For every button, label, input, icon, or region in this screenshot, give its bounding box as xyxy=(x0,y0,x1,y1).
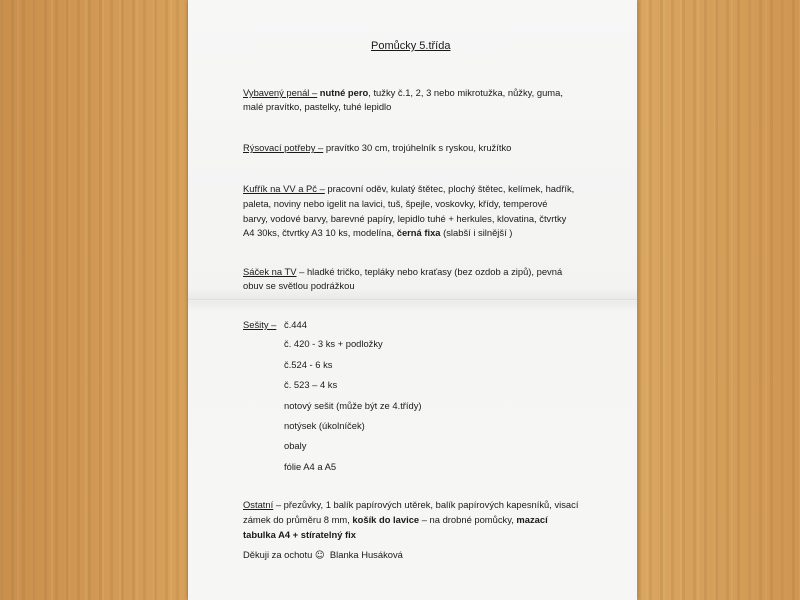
kufrik-bold: černá fixa xyxy=(396,227,441,238)
sesity-item: č.524 - 6 ks xyxy=(284,359,333,370)
thanks-line xyxy=(243,547,403,563)
sacek-label: Sáček na TV xyxy=(243,266,297,277)
sesity-item: č. 420 - 3 ks + podložky xyxy=(284,338,383,349)
ostatni-label: Ostatní xyxy=(243,499,274,510)
ostatni-line-1 xyxy=(243,497,578,512)
ostatni-bold-mazaci: mazací xyxy=(516,514,548,525)
kufrik-rest: pracovní oděv, kulatý štětec, plochý štětec, kelímek, hadřík, xyxy=(327,183,575,194)
ostatni-line-2a: zámek do průměru 8 mm, xyxy=(243,514,350,525)
ostatni-bold-kosik: košík do lavice xyxy=(352,514,420,525)
rysovaci-rest: pravítko 30 cm, trojúhelník s ryskou, kružítko xyxy=(325,142,512,153)
sesity-item: č.444 xyxy=(284,319,307,330)
penal-label: Vybavený penál – xyxy=(243,87,318,98)
rysovaci-line xyxy=(243,140,511,155)
sacek-line-2: obuv se světlou podrážkou xyxy=(243,280,355,291)
sesity-item: č. 523 – 4 ks xyxy=(284,379,338,390)
ostatni-line-2 xyxy=(243,512,548,527)
ostatni-line-2c: – na drobné pomůcky, xyxy=(421,514,514,525)
paper-fold-line xyxy=(188,299,637,301)
sesity-label-row xyxy=(243,317,276,332)
rysovaci-label: Rýsovací potřeby – xyxy=(243,142,324,153)
kufrik-line-4c: (slabší i silnější ) xyxy=(443,227,513,238)
penal-line-1 xyxy=(243,85,563,100)
wooden-table-left xyxy=(0,0,188,600)
penal-line-2: malé pravítko, pastelky, tuhé lepidlo xyxy=(243,101,392,112)
sesity-item: fólie A4 a A5 xyxy=(284,461,337,472)
sesity-label: Sešity – xyxy=(243,319,277,330)
sacek-line-1 xyxy=(243,264,562,279)
kufrik-label: Kufřík na VV a Pč – xyxy=(243,183,325,194)
kufrik-line-4a: A4 30ks, čtvrtky A3 10 ks, modelína, xyxy=(243,227,395,238)
kufrik-line-3: barvy, vodové barvy, barevné papíry, lepidlo tuhé + herkules, klovatina, čtvrtky xyxy=(243,213,567,224)
penal-bold: nutné pero xyxy=(319,87,369,98)
penal-rest: , tužky č.1, 2, 3 nebo mikrotužka, nůžky, guma, xyxy=(368,87,563,98)
ostatni-rest: – přezůvky, 1 balík papírových utěrek, balík papírových kapesníků, visací xyxy=(275,499,579,510)
kufrik-line-2: paleta, noviny nebo igelit na lavici, tuš, špejle, voskovky, křídy, temperové xyxy=(243,198,548,209)
kufrik-line-1 xyxy=(243,181,574,196)
signature-name: Blanka Husáková xyxy=(329,549,403,560)
paper-sheet xyxy=(188,0,637,600)
sacek-rest: – hladké tričko, tepláky nebo kraťasy (bez ozdob a zipů), pevná xyxy=(299,266,563,277)
page-title: Pomůcky 5.třída xyxy=(371,40,451,52)
sesity-item: obaly xyxy=(284,440,307,451)
kufrik-line-4 xyxy=(243,225,512,240)
sesity-item: notový sešit (může být ze 4.třídy) xyxy=(284,400,422,411)
wooden-table-right xyxy=(637,0,800,600)
thanks-text: Děkuji za ochotu xyxy=(243,549,313,560)
smiley-icon: ☺ xyxy=(314,550,325,561)
ostatni-line-3: tabulka A4 + stíratelný fix xyxy=(243,529,356,540)
sesity-item: notýsek (úkolníček) xyxy=(284,420,365,431)
